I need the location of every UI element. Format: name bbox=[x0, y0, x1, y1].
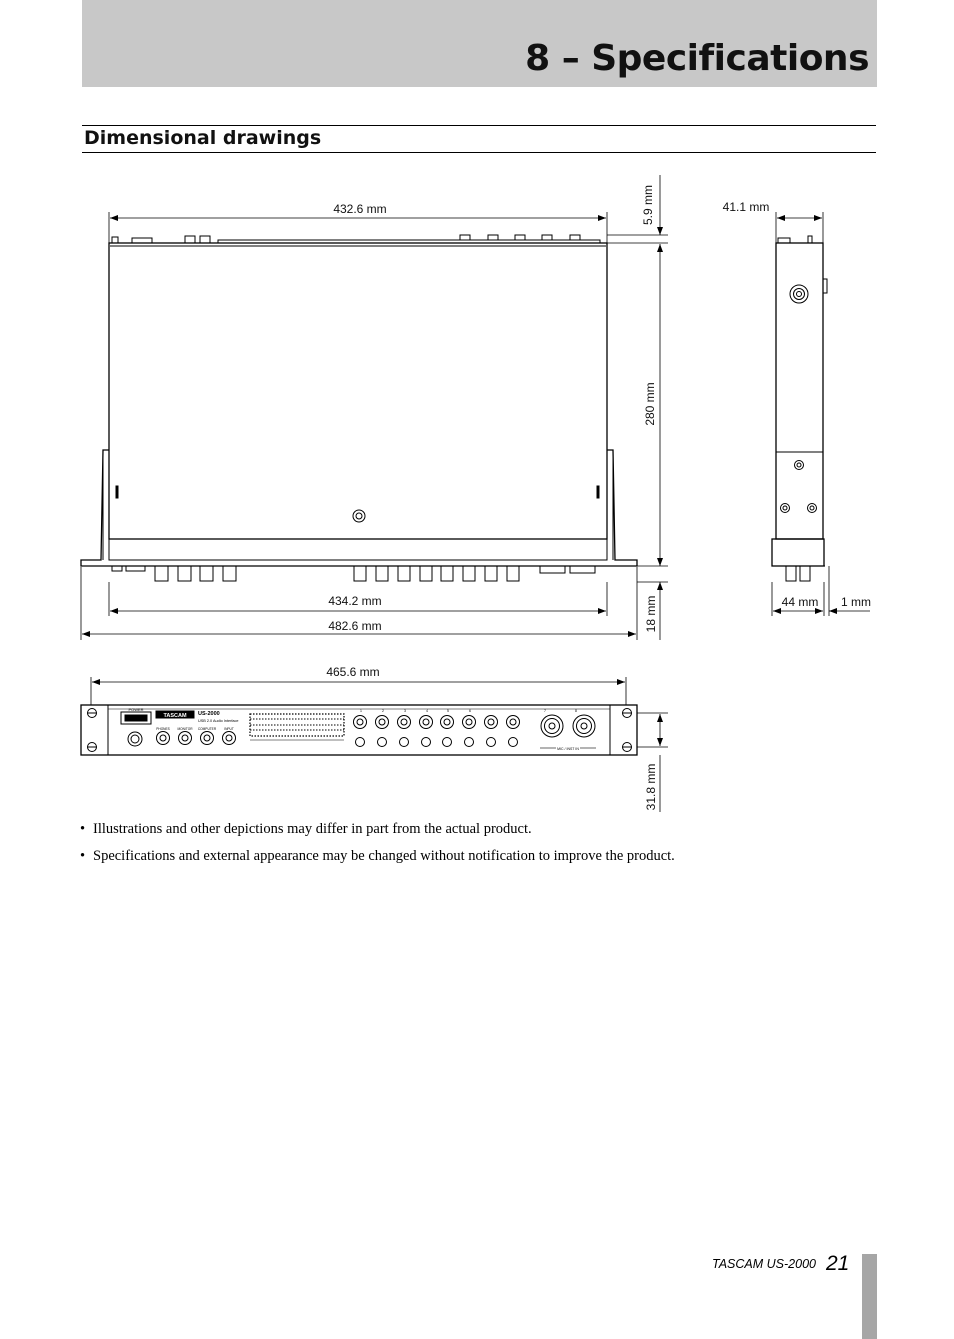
front-panel-labels bbox=[128, 707, 579, 751]
panel-model: US-2000 bbox=[198, 711, 220, 717]
dim-foot: 1 mm bbox=[841, 595, 871, 609]
side-dimension-lines bbox=[772, 212, 870, 616]
dim-side-width: 41.1 mm bbox=[722, 200, 770, 214]
ch-number-4: 4 bbox=[426, 709, 428, 713]
page-number: 21 bbox=[826, 1252, 850, 1275]
dim-height: 44 mm bbox=[781, 595, 819, 609]
ch-number-5: 5 bbox=[447, 709, 449, 713]
section-title: Dimensional drawings bbox=[84, 127, 322, 149]
note-text: Illustrations and other depictions may differ in part from the actual product. bbox=[93, 821, 532, 837]
footer-tab bbox=[862, 1254, 877, 1339]
dim-depth: 280 mm bbox=[643, 382, 657, 426]
ch-number-3: 3 bbox=[404, 709, 406, 713]
note-text: Specifications and external appearance may be changed without notification to improve the product. bbox=[93, 848, 675, 864]
ch-number-6: 6 bbox=[469, 709, 471, 713]
top-view bbox=[81, 235, 637, 581]
front-dimension-lines bbox=[91, 677, 668, 812]
top-dimension-lines bbox=[81, 175, 668, 640]
dim-top-gap: 5.9 mm bbox=[641, 184, 655, 226]
dim-body-width: 434.2 mm bbox=[328, 594, 382, 608]
panel-brand: TASCAM bbox=[163, 713, 187, 719]
power-label: POWER bbox=[128, 707, 144, 712]
note-item: • Specifications and external appearance may be changed without notification to improve the product. bbox=[80, 848, 675, 864]
ch-number-2: 2 bbox=[382, 709, 384, 713]
chapter-title: 8 – Specifications bbox=[525, 38, 869, 79]
knob-label-phones: PHONES bbox=[156, 727, 170, 731]
panel-subtitle: USB 2.0 Audio Interface bbox=[198, 719, 239, 723]
notes-list bbox=[80, 821, 880, 875]
knob-label-input: INPUT bbox=[224, 727, 234, 731]
dim-front-protrusion: 18 mm bbox=[644, 595, 658, 633]
channel-buttons bbox=[356, 738, 518, 747]
dim-rack-height: 31.8 mm bbox=[644, 763, 658, 811]
note-item: • Illustrations and other depictions may differ in part from the actual product. bbox=[80, 821, 532, 837]
knob-label-computer: COMPUTER bbox=[197, 727, 217, 731]
side-view bbox=[772, 236, 827, 581]
dim-front-width: 465.6 mm bbox=[326, 665, 380, 679]
ch-number-1: 1 bbox=[360, 709, 362, 713]
ch-number-8: 8 bbox=[575, 709, 577, 713]
knob-label-monitor: MONITOR bbox=[177, 727, 193, 731]
ch-number-7: 7 bbox=[544, 709, 546, 713]
dim-rack-width: 482.6 mm bbox=[328, 619, 382, 633]
footer-brand: TASCAM US-2000 bbox=[712, 1257, 816, 1271]
mic-inst-label: MIC / INST IN bbox=[557, 747, 579, 751]
dim-top-width: 432.6 mm bbox=[333, 202, 387, 216]
gain-knobs bbox=[354, 716, 520, 729]
